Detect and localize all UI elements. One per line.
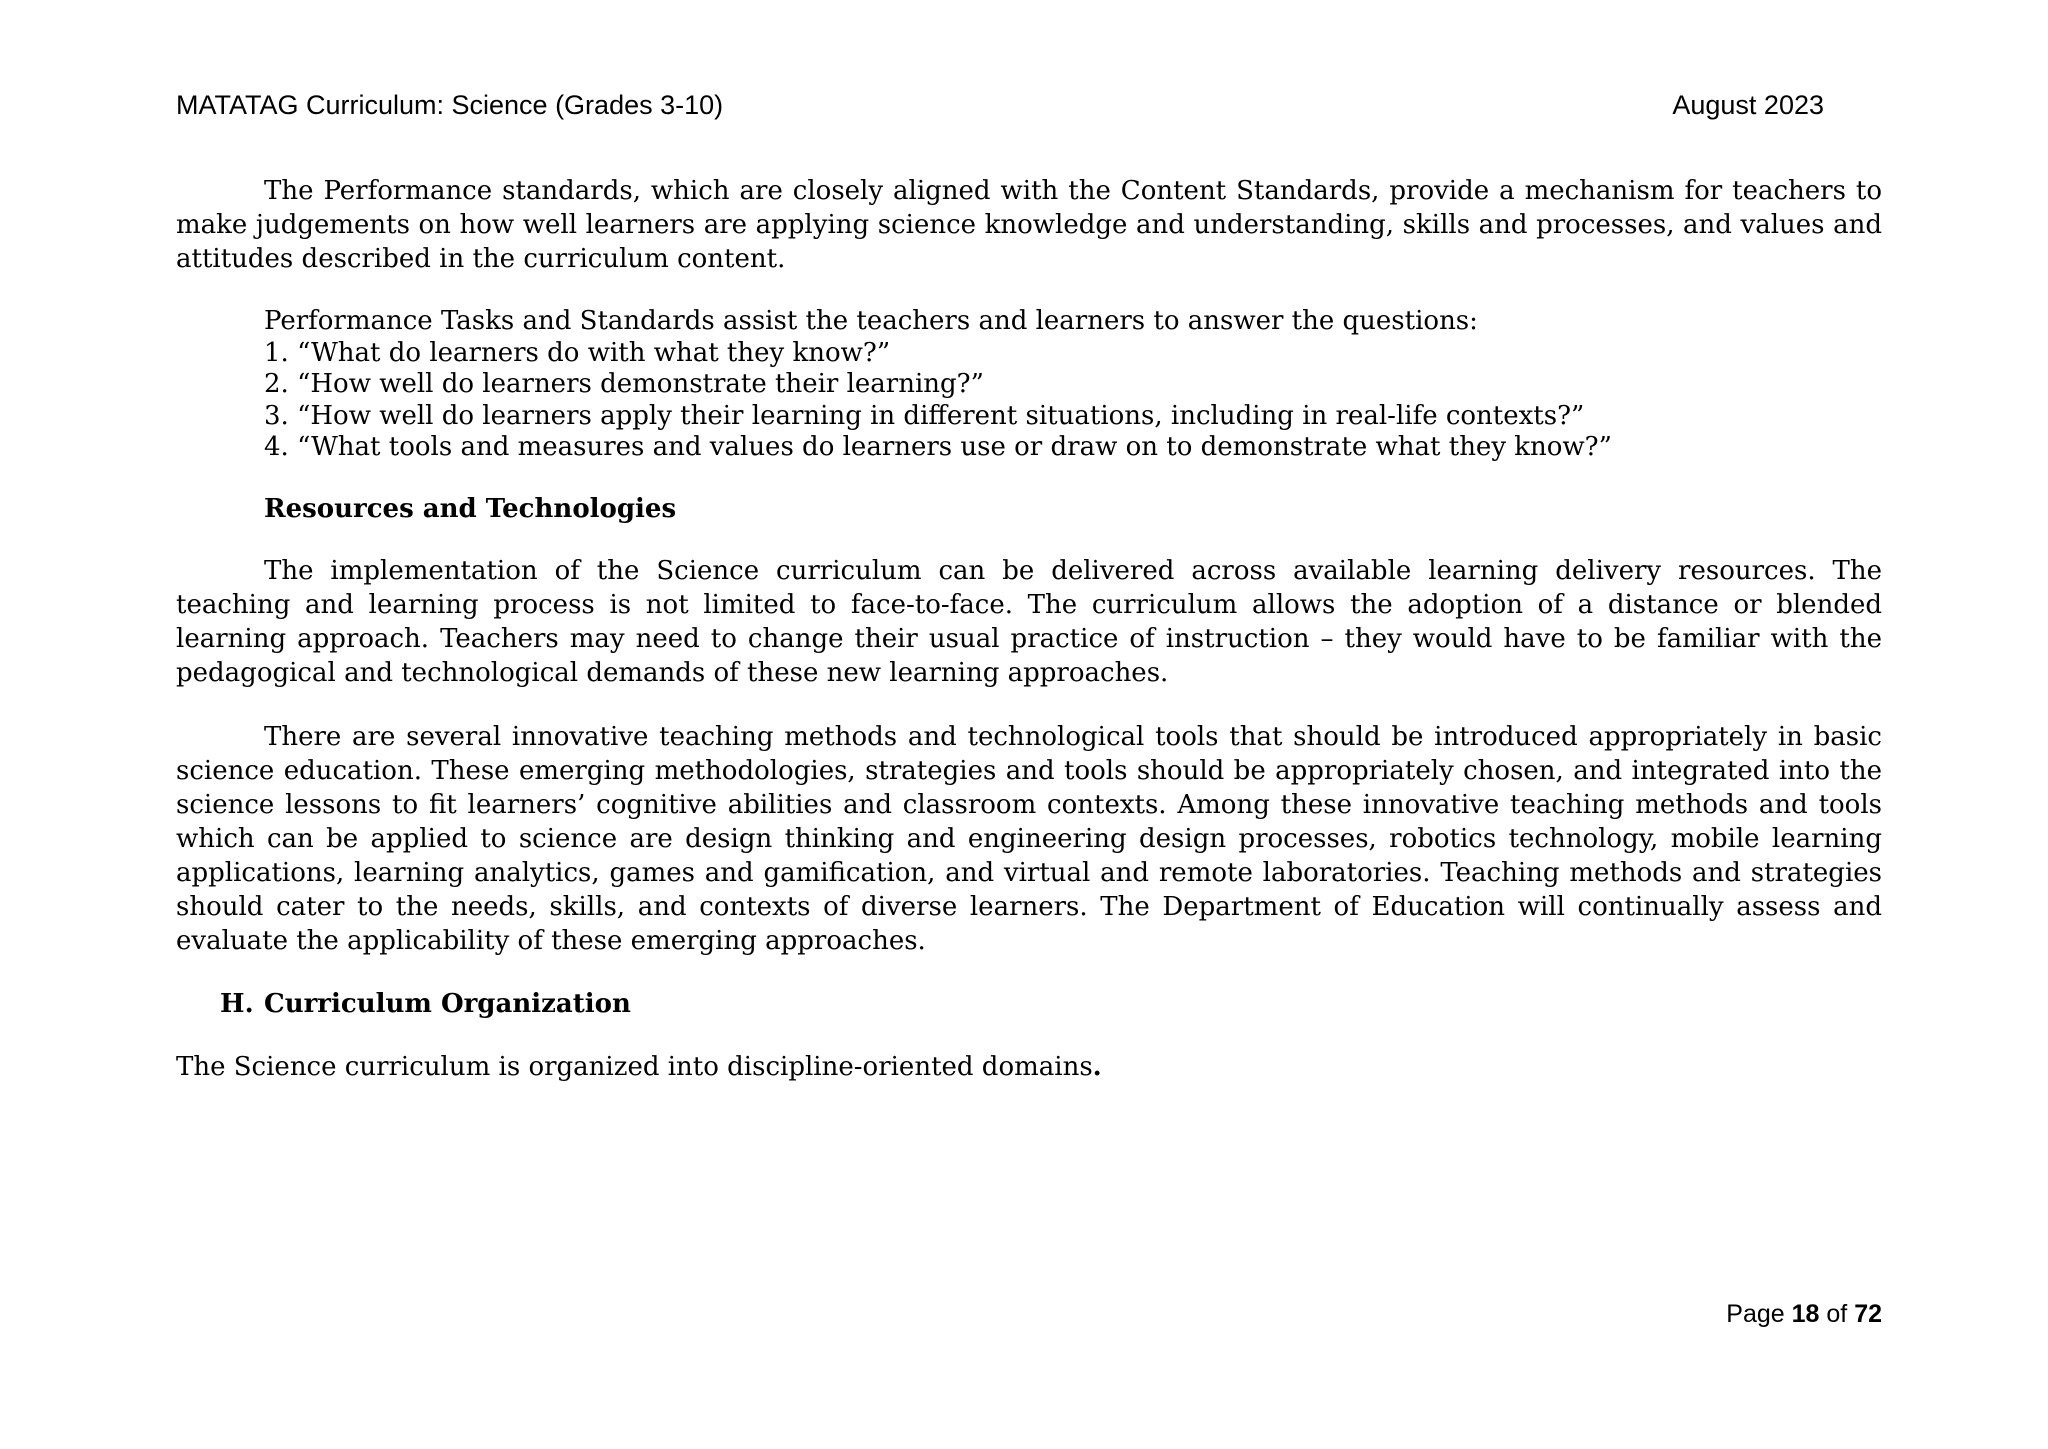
document-title: MATATAG Curriculum: Science (Grades 3-10)	[176, 90, 724, 120]
performance-tasks-block	[176, 306, 1882, 464]
performance-tasks-intro: Performance Tasks and Standards assist the teachers and learners to answer the questions:	[264, 306, 1478, 336]
document-date: August 2023	[1672, 90, 1824, 120]
resources-paragraph-1: The implementation of the Science curriculum can be delivered across available learning delivery resources. The teaching and learning process is not limited to face-to-face. The curriculum allows the adoption of a distance or blended learning approach. Teachers may need to change their usual practice of instruction – they would have to be familiar with the pedagogical and technological demands of these new learning approaches.	[176, 555, 1882, 688]
resources-heading: Resources and Technologies	[264, 493, 677, 524]
closing-period: .	[1092, 1051, 1102, 1082]
section-h-letter: H.	[220, 988, 254, 1019]
page-header	[176, 88, 1824, 122]
question-item: 1. “What do learners do with what they know?”	[264, 337, 891, 368]
section-h-title: Curriculum Organization	[264, 988, 631, 1019]
total-pages: 72	[1854, 1300, 1882, 1328]
performance-standards-paragraph: The Performance standards, which are closely aligned with the Content Standards, provide a mechanism for teachers to make judgements on how well learners are applying science knowledge and understanding, skills and processes, and values and attitudes described in the curriculum content.	[176, 176, 1882, 274]
question-item: 2. “How well do learners demonstrate their learning?”	[264, 369, 984, 399]
page-number	[1726, 1300, 1882, 1329]
of-word: of	[1826, 1300, 1848, 1328]
section-h-heading	[176, 987, 1882, 1021]
curriculum-organization-text	[176, 1050, 1882, 1084]
question-item: 3. “How well do learners apply their learning in different situations, including in real-life contexts?”	[264, 400, 1585, 431]
question-item: 4. “What tools and measures and values do learners use or draw on to demonstrate what they know?”	[264, 432, 1612, 462]
closing-sentence: The Science curriculum is organized into discipline-oriented domains	[176, 1051, 1093, 1082]
current-page: 18	[1791, 1300, 1820, 1328]
page-body	[176, 174, 1882, 1084]
page-word: Page	[1726, 1300, 1785, 1328]
resources-paragraph-2: There are several innovative teaching methods and technological tools that should be introduced appropriately in basic science education. These emerging methodologies, strategies and tools should be appropriately chosen, and integrated into the science lessons to fit learners’ cognitive abilities and classroom contexts. Among these innovative teaching methods and tools which can be applied to science are design thinking and engineering design processes, robotics technology, mobile learning applications, learning analytics, games and gamification, and virtual and remote laboratories. Teaching methods and strategies should cater to the needs, skills, and contexts of diverse learners. The Department of Education will continually assess and evaluate the applicability of these emerging approaches.	[176, 721, 1882, 956]
